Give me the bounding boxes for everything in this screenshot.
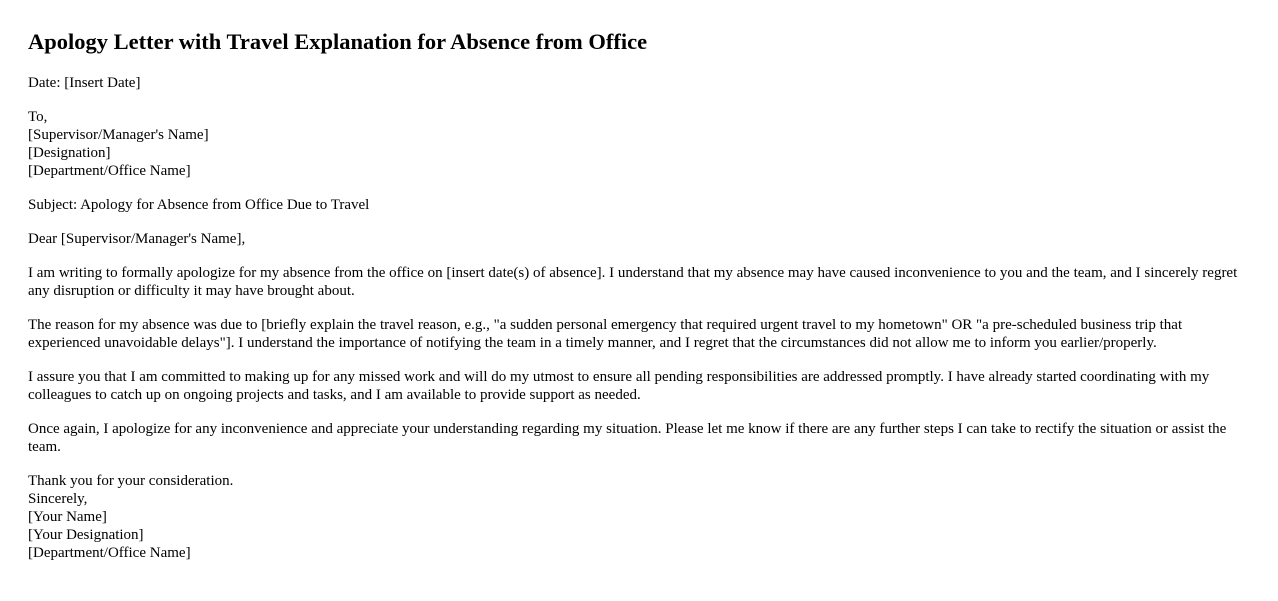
- sender-department: [Department/Office Name]: [28, 545, 191, 561]
- closing-block: [28, 472, 1250, 562]
- letter-title: Apology Letter with Travel Explanation for Absence from Office: [28, 29, 648, 54]
- recipient-department: [Department/Office Name]: [28, 163, 191, 179]
- body-paragraph-4: Once again, I apologize for any inconvenience and appreciate your understanding regarding my situation. Please let me know if there are any further steps I can take to rectify the situation or assist the team.: [28, 421, 1227, 455]
- sender-name: [Your Name]: [28, 509, 107, 525]
- sender-designation: [Your Designation]: [28, 527, 144, 543]
- body-paragraph-3: I assure you that I am committed to making up for any missed work and will do my utmost to ensure all pending responsibilities are addressed promptly. I have already started coordinating with my colleagues to catch up on ongoing projects and tasks, and I am available to provide support as needed.: [28, 369, 1210, 403]
- recipient-designation: [Designation]: [28, 145, 111, 161]
- closing-signoff: Sincerely,: [28, 491, 88, 507]
- body-paragraph-2: The reason for my absence was due to [briefly explain the travel reason, e.g., "a sudden personal emergency that required urgent travel to my hometown" OR "a pre-scheduled business trip that experienced unavoidable delays"]. I understand the importance of notifying the team in a timely manner, and I regret that the circumstances did not allow me to inform you earlier/properly.: [28, 317, 1183, 351]
- subject-line: Subject: Apology for Absence from Office Due to Travel: [28, 197, 370, 213]
- recipient-to: To,: [28, 109, 48, 125]
- recipient-name: [Supervisor/Manager's Name]: [28, 127, 209, 143]
- date-line: Date: [Insert Date]: [28, 75, 141, 91]
- salutation: Dear [Supervisor/Manager's Name],: [28, 231, 246, 247]
- body-paragraph-1: I am writing to formally apologize for my absence from the office on [insert date(s) of absence]. I understand that my absence may have caused inconvenience to you and the team, and I sincerely regret any disruption or difficulty it may have brought about.: [28, 265, 1238, 299]
- recipient-block: [28, 108, 1250, 180]
- closing-thanks: Thank you for your consideration.: [28, 473, 234, 489]
